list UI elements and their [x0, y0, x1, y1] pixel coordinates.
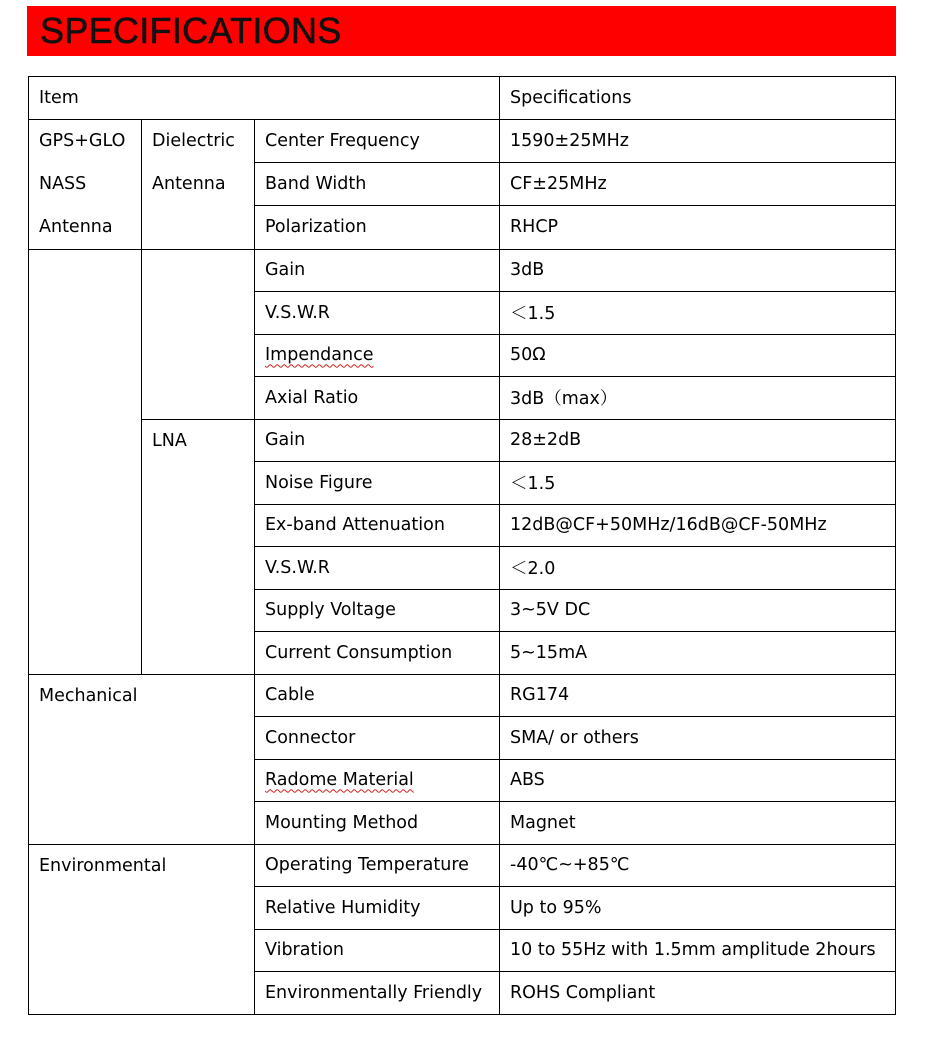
param-cell: Gain: [255, 249, 500, 292]
value-cell: 5~15mA: [500, 632, 896, 675]
table-row: [29, 844, 896, 887]
value-cell: 3dB（max）: [500, 377, 896, 420]
group-empty-cell: [142, 249, 255, 419]
group-gps-glonass-antenna: [29, 119, 142, 249]
header-item: Item: [29, 77, 500, 120]
value-cell: SMA/ or others: [500, 717, 896, 760]
table-header-row: [29, 77, 896, 120]
table-row: [29, 119, 896, 162]
param-cell: [255, 334, 500, 377]
value-cell: 50Ω: [500, 334, 896, 377]
value-cell: ＜1.5: [500, 292, 896, 335]
value-cell: 10 to 55Hz with 1.5mm amplitude 2hours: [500, 929, 896, 972]
param-cell: Mounting Method: [255, 802, 500, 845]
value-cell: 12dB@CF+50MHz/16dB@CF-50MHz: [500, 504, 896, 547]
group-dielectric-antenna: [142, 119, 255, 249]
param-cell: Operating Temperature: [255, 844, 500, 887]
param-cell: Axial Ratio: [255, 377, 500, 420]
param-cell: V.S.W.R: [255, 547, 500, 590]
header-specifications: Specifications: [500, 77, 896, 120]
param-cell: [255, 759, 500, 802]
header-banner: [27, 6, 896, 56]
param-cell: Supply Voltage: [255, 589, 500, 632]
value-cell: CF±25MHz: [500, 162, 896, 205]
value-cell: 1590±25MHz: [500, 119, 896, 162]
param-text: Impendance: [265, 345, 374, 366]
value-cell: 3~5V DC: [500, 589, 896, 632]
param-cell: Environmentally Friendly: [255, 972, 500, 1015]
value-cell: -40℃~+85℃: [500, 844, 896, 887]
value-cell: ABS: [500, 759, 896, 802]
param-cell: Band Width: [255, 162, 500, 205]
param-cell: Relative Humidity: [255, 887, 500, 930]
group-empty-cell: [29, 249, 142, 674]
value-cell: ROHS Compliant: [500, 972, 896, 1015]
value-cell: 3dB: [500, 249, 896, 292]
value-cell: ＜1.5: [500, 462, 896, 505]
group-lna: LNA: [142, 419, 255, 674]
param-cell: Ex-band Attenuation: [255, 504, 500, 547]
value-cell: Up to 95%: [500, 887, 896, 930]
value-cell: Magnet: [500, 802, 896, 845]
param-cell: Polarization: [255, 206, 500, 249]
param-cell: Center Frequency: [255, 119, 500, 162]
param-cell: Vibration: [255, 929, 500, 972]
specifications-table: [28, 76, 896, 1015]
table-row: [29, 249, 896, 292]
table-row: [29, 419, 896, 462]
value-cell: RG174: [500, 674, 896, 717]
group-environmental: Environmental: [29, 844, 255, 1014]
value-cell: ＜2.0: [500, 547, 896, 590]
group-label-line: Dielectric: [152, 130, 235, 151]
page-title: SPECIFICATIONS: [40, 10, 342, 51]
group-label-line: GPS+GLO: [39, 130, 126, 151]
value-cell: RHCP: [500, 206, 896, 249]
group-label-line: Antenna: [152, 173, 226, 194]
value-cell: 28±2dB: [500, 419, 896, 462]
param-cell: V.S.W.R: [255, 292, 500, 335]
param-cell: Noise Figure: [255, 462, 500, 505]
table-row: [29, 674, 896, 717]
param-cell: Gain: [255, 419, 500, 462]
param-cell: Connector: [255, 717, 500, 760]
group-label-line: Antenna: [39, 216, 113, 237]
param-cell: Cable: [255, 674, 500, 717]
group-mechanical: Mechanical: [29, 674, 255, 844]
param-text: Radome Material: [265, 770, 414, 791]
param-cell: Current Consumption: [255, 632, 500, 675]
group-label-line: NASS: [39, 173, 87, 194]
